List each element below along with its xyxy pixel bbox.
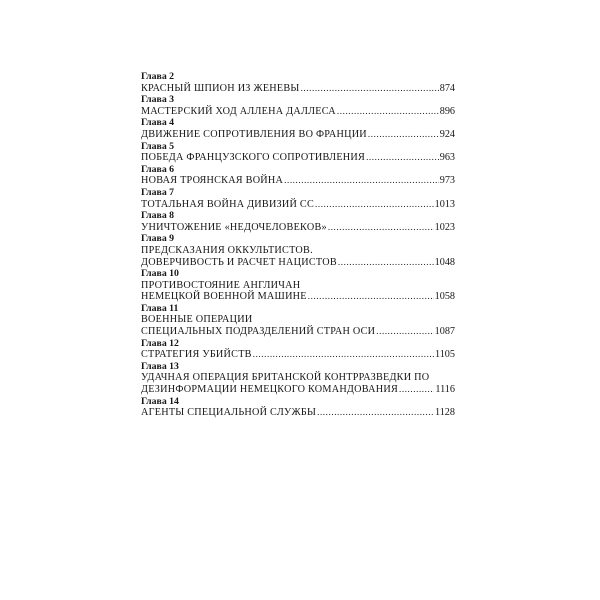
leader-dots: [253, 349, 434, 361]
chapter-title: АГЕНТЫ СПЕЦИАЛЬНОЙ СЛУЖБЫ: [141, 407, 317, 419]
page-number: 1048: [434, 256, 455, 268]
page-number: 1105: [435, 349, 455, 361]
chapter-heading: Глава 8: [141, 210, 175, 222]
leader-dots: [315, 199, 434, 211]
leader-dots: [317, 407, 434, 419]
leader-dots: [338, 257, 434, 269]
page-number: 1116: [435, 384, 455, 396]
chapter-title: ТОТАЛЬНАЯ ВОЙНА ДИВИЗИЙ СС: [141, 198, 315, 210]
page-number: 1128: [435, 407, 455, 419]
page-number: 924: [439, 128, 455, 140]
chapter-heading: Глава 2: [141, 71, 175, 82]
leader-dots: [399, 384, 434, 396]
toc-entry[interactable]: [141, 152, 455, 164]
chapter-title: ДОВЕРЧИВОСТЬ И РАСЧЕТ НАЦИСТОВ: [141, 256, 337, 268]
chapter-title: СТРАТЕГИЯ УБИЙСТВ: [141, 349, 252, 361]
page-number: 896: [439, 105, 455, 117]
chapter-title: УДАЧНАЯ ОПЕРАЦИЯ БРИТАНСКОЙ КОНТРРАЗВЕДКИ ПО: [141, 372, 430, 384]
toc-entry[interactable]: [141, 384, 455, 396]
chapter-title: ПОБЕДА ФРАНЦУЗСКОГО СОПРОТИВЛЕНИЯ: [141, 152, 366, 164]
toc-entry[interactable]: [141, 222, 455, 234]
chapter-heading: Глава 5: [141, 140, 175, 152]
page-number: 1013: [434, 198, 455, 210]
chapter-heading: Глава 10: [141, 268, 179, 280]
chapter-heading: Глава 13: [141, 360, 179, 372]
chapter-title: МАСТЕРСКИЙ ХОД АЛЛЕНА ДАЛЛЕСА: [141, 105, 336, 117]
table-of-contents: [141, 71, 455, 419]
leader-dots: [308, 291, 434, 303]
leader-dots: [366, 152, 439, 164]
chapter-title: НЕМЕЦКОЙ ВОЕННОЙ МАШИНЕ: [141, 291, 307, 303]
page-number: 874: [439, 82, 455, 94]
chapter-heading: Глава 7: [141, 186, 175, 198]
toc-entry[interactable]: [141, 257, 455, 269]
leader-dots: [284, 175, 439, 187]
chapter-heading: Глава 11: [141, 302, 179, 314]
toc-entry[interactable]: [141, 106, 455, 118]
chapter-heading: Глава 3: [141, 94, 175, 106]
leader-dots: [337, 106, 439, 118]
leader-dots: [368, 129, 439, 141]
toc-entry[interactable]: [141, 175, 455, 187]
leader-dots: [376, 326, 433, 338]
chapter-title: ПРЕДСКАЗАНИЯ ОККУЛЬТИСТОВ.: [141, 244, 313, 256]
toc-entry[interactable]: [141, 199, 455, 211]
chapter-title: ДЕЗИНФОРМАЦИИ НЕМЕЦКОГО КОМАНДОВАНИЯ: [141, 384, 398, 396]
chapter-heading: Глава 6: [141, 163, 175, 175]
chapter-title: ВОЕННЫЕ ОПЕРАЦИИ: [141, 314, 253, 326]
toc-entry[interactable]: [141, 291, 455, 303]
leader-dots: [328, 222, 434, 234]
page-number: 1058: [434, 291, 455, 303]
chapter-title: УНИЧТОЖЕНИЕ «НЕДОЧЕЛОВЕКОВ»: [141, 221, 327, 233]
toc-entry[interactable]: [141, 349, 455, 361]
chapter-title: НОВАЯ ТРОЯНСКАЯ ВОЙНА: [141, 175, 284, 187]
chapter-heading: Глава 9: [141, 233, 175, 245]
page-number: 973: [439, 175, 455, 187]
toc-entry[interactable]: [141, 129, 455, 141]
leader-dots: [301, 83, 439, 95]
toc-entry[interactable]: [141, 83, 455, 95]
chapter-title: КРАСНЫЙ ШПИОН ИЗ ЖЕНЕВЫ: [141, 82, 300, 94]
chapter-title: ПРОТИВОСТОЯНИЕ АНГЛИЧАН: [141, 279, 301, 291]
page-number: 963: [439, 152, 455, 164]
chapter-title: ДВИЖЕНИЕ СОПРОТИВЛЕНИЯ ВО ФРАНЦИИ: [141, 128, 367, 140]
page-number: 1087: [434, 326, 455, 338]
chapter-heading: Глава 14: [141, 395, 179, 407]
toc-entry[interactable]: [141, 407, 455, 419]
chapter-heading: Глава 12: [141, 337, 179, 349]
page-number: 1023: [434, 221, 455, 233]
chapter-title: СПЕЦИАЛЬНЫХ ПОДРАЗДЕЛЕНИЙ СТРАН ОСИ: [141, 326, 376, 338]
toc-entry[interactable]: [141, 326, 455, 338]
chapter-heading: Глава 4: [141, 117, 175, 129]
